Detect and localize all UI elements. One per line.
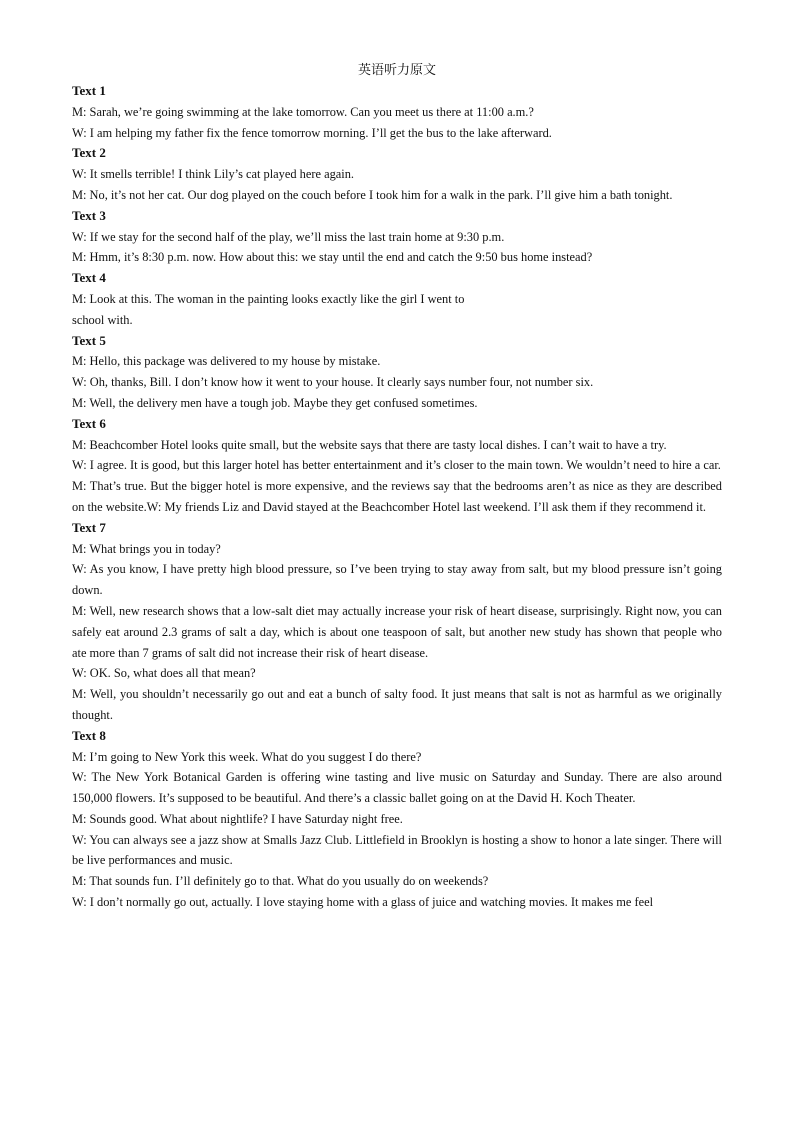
section-heading: Text 4 bbox=[72, 270, 106, 286]
dialogue-line: W: I agree. It is good, but this larger hotel has better entertainment and it’s closer to the main town. We wouldn’t need to hire a car. bbox=[72, 458, 721, 473]
dialogue-line: W: The New York Botanical Garden is offering wine tasting and live music on Saturday and Sunday. There are also around 150,000 flowers. It’s supposed to be beautiful. And there’s a classic ballet going on at the David H. Koch Theater. bbox=[72, 770, 722, 806]
dialogue-line: W: You can always see a jazz show at Smalls Jazz Club. Littlefield in Brooklyn is hosting a show to honor a late singer. There will be live performances and music. bbox=[72, 832, 722, 868]
dialogue-line: M: No, it’s not her cat. Our dog played on the couch before I took him for a walk in the park. I’ll give him a bath tonight. bbox=[72, 187, 673, 202]
section-heading: Text 8 bbox=[72, 727, 106, 743]
section-heading: Text 5 bbox=[72, 332, 106, 348]
transcript-section bbox=[72, 331, 722, 414]
section-heading: Text 1 bbox=[72, 83, 106, 98]
section-heading: Text 2 bbox=[72, 145, 106, 161]
dialogue-line: M: Hello, this package was delivered to my house by mistake. bbox=[72, 354, 381, 369]
dialogue-line: W: OK. So, what does all that mean? bbox=[72, 666, 256, 681]
dialogue-line: M: Well, new research shows that a low-salt diet may actually increase your risk of heart disease, surprisingly. Right now, you can safely eat around 2.3 grams of salt a day, which is about one teaspoon of salt, but another new study has shown that people who ate more than 7 grams of salt did not increase their risk of heart disease. bbox=[72, 603, 722, 660]
dialogue-line: W: I am helping my father fix the fence tomorrow morning. I’ll get the bus to the lake afterward. bbox=[72, 125, 552, 140]
dialogue-line: M: Beachcomber Hotel looks quite small, but the website says that there are tasty local dishes. I can’t wait to have a try. bbox=[72, 437, 667, 452]
dialogue-line: M: Hmm, it’s 8:30 p.m. now. How about this: we stay until the end and catch the 9:50 bus home instead? bbox=[72, 250, 593, 265]
transcript-section bbox=[72, 268, 722, 330]
dialogue-line: M: Sarah, we’re going swimming at the lake tomorrow. Can you meet us there at 11:00 a.m.? bbox=[72, 104, 534, 119]
dialogue-line: W: If we stay for the second half of the play, we’ll miss the last train home at 9:30 p.m. bbox=[72, 229, 505, 244]
section-heading: Text 7 bbox=[72, 519, 106, 535]
transcript-section bbox=[72, 206, 722, 268]
dialogue-line: M: Well, the delivery men have a tough job. Maybe they get confused sometimes. bbox=[72, 395, 478, 410]
transcript-section bbox=[72, 726, 722, 913]
dialogue-line: W: Oh, thanks, Bill. I don’t know how it went to your house. It clearly says number four, not number six. bbox=[72, 375, 594, 390]
section-heading: Text 6 bbox=[72, 415, 106, 431]
transcript-section bbox=[72, 81, 722, 143]
dialogue-line: school with. bbox=[72, 312, 133, 327]
document-title: 英语听力原文 bbox=[357, 63, 436, 78]
dialogue-line: M: Well, you shouldn’t necessarily go out and eat a bunch of salty food. It just means that salt is not as harmful as we originally thought. bbox=[72, 687, 722, 722]
dialogue-line: M: That sounds fun. I’ll definitely go to that. What do you usually do on weekends? bbox=[72, 874, 489, 889]
dialogue-line: M: I’m going to New York this week. What do you suggest I do there? bbox=[72, 749, 422, 764]
transcript-section bbox=[72, 414, 722, 518]
dialogue-line: M: Sounds good. What about nightlife? I have Saturday night free. bbox=[72, 811, 403, 826]
dialogue-line: W: I don’t normally go out, actually. I love staying home with a glass of juice and watching movies. It makes me feel bbox=[72, 895, 654, 910]
dialogue-line: M: That’s true. But the bigger hotel is more expensive, and the reviews say that the bedrooms aren’t as nice as they are described on the website.W: My friends Liz and David stayed at the Beachcomber Hotel last weekend. I’ll ask them if they recommend it. bbox=[72, 479, 722, 514]
transcript-body bbox=[72, 81, 722, 913]
transcript-section bbox=[72, 518, 722, 726]
transcript-section bbox=[72, 143, 722, 205]
dialogue-line: W: As you know, I have pretty high blood pressure, so I’ve been trying to stay away from salt, but my blood pressure isn’t going down. bbox=[72, 562, 722, 598]
dialogue-line: W: It smells terrible! I think Lily’s cat played here again. bbox=[72, 167, 355, 182]
dialogue-line: M: Look at this. The woman in the painting looks exactly like the girl I went to bbox=[72, 291, 465, 306]
section-heading: Text 3 bbox=[72, 207, 106, 223]
dialogue-line: M: What brings you in today? bbox=[72, 541, 221, 556]
